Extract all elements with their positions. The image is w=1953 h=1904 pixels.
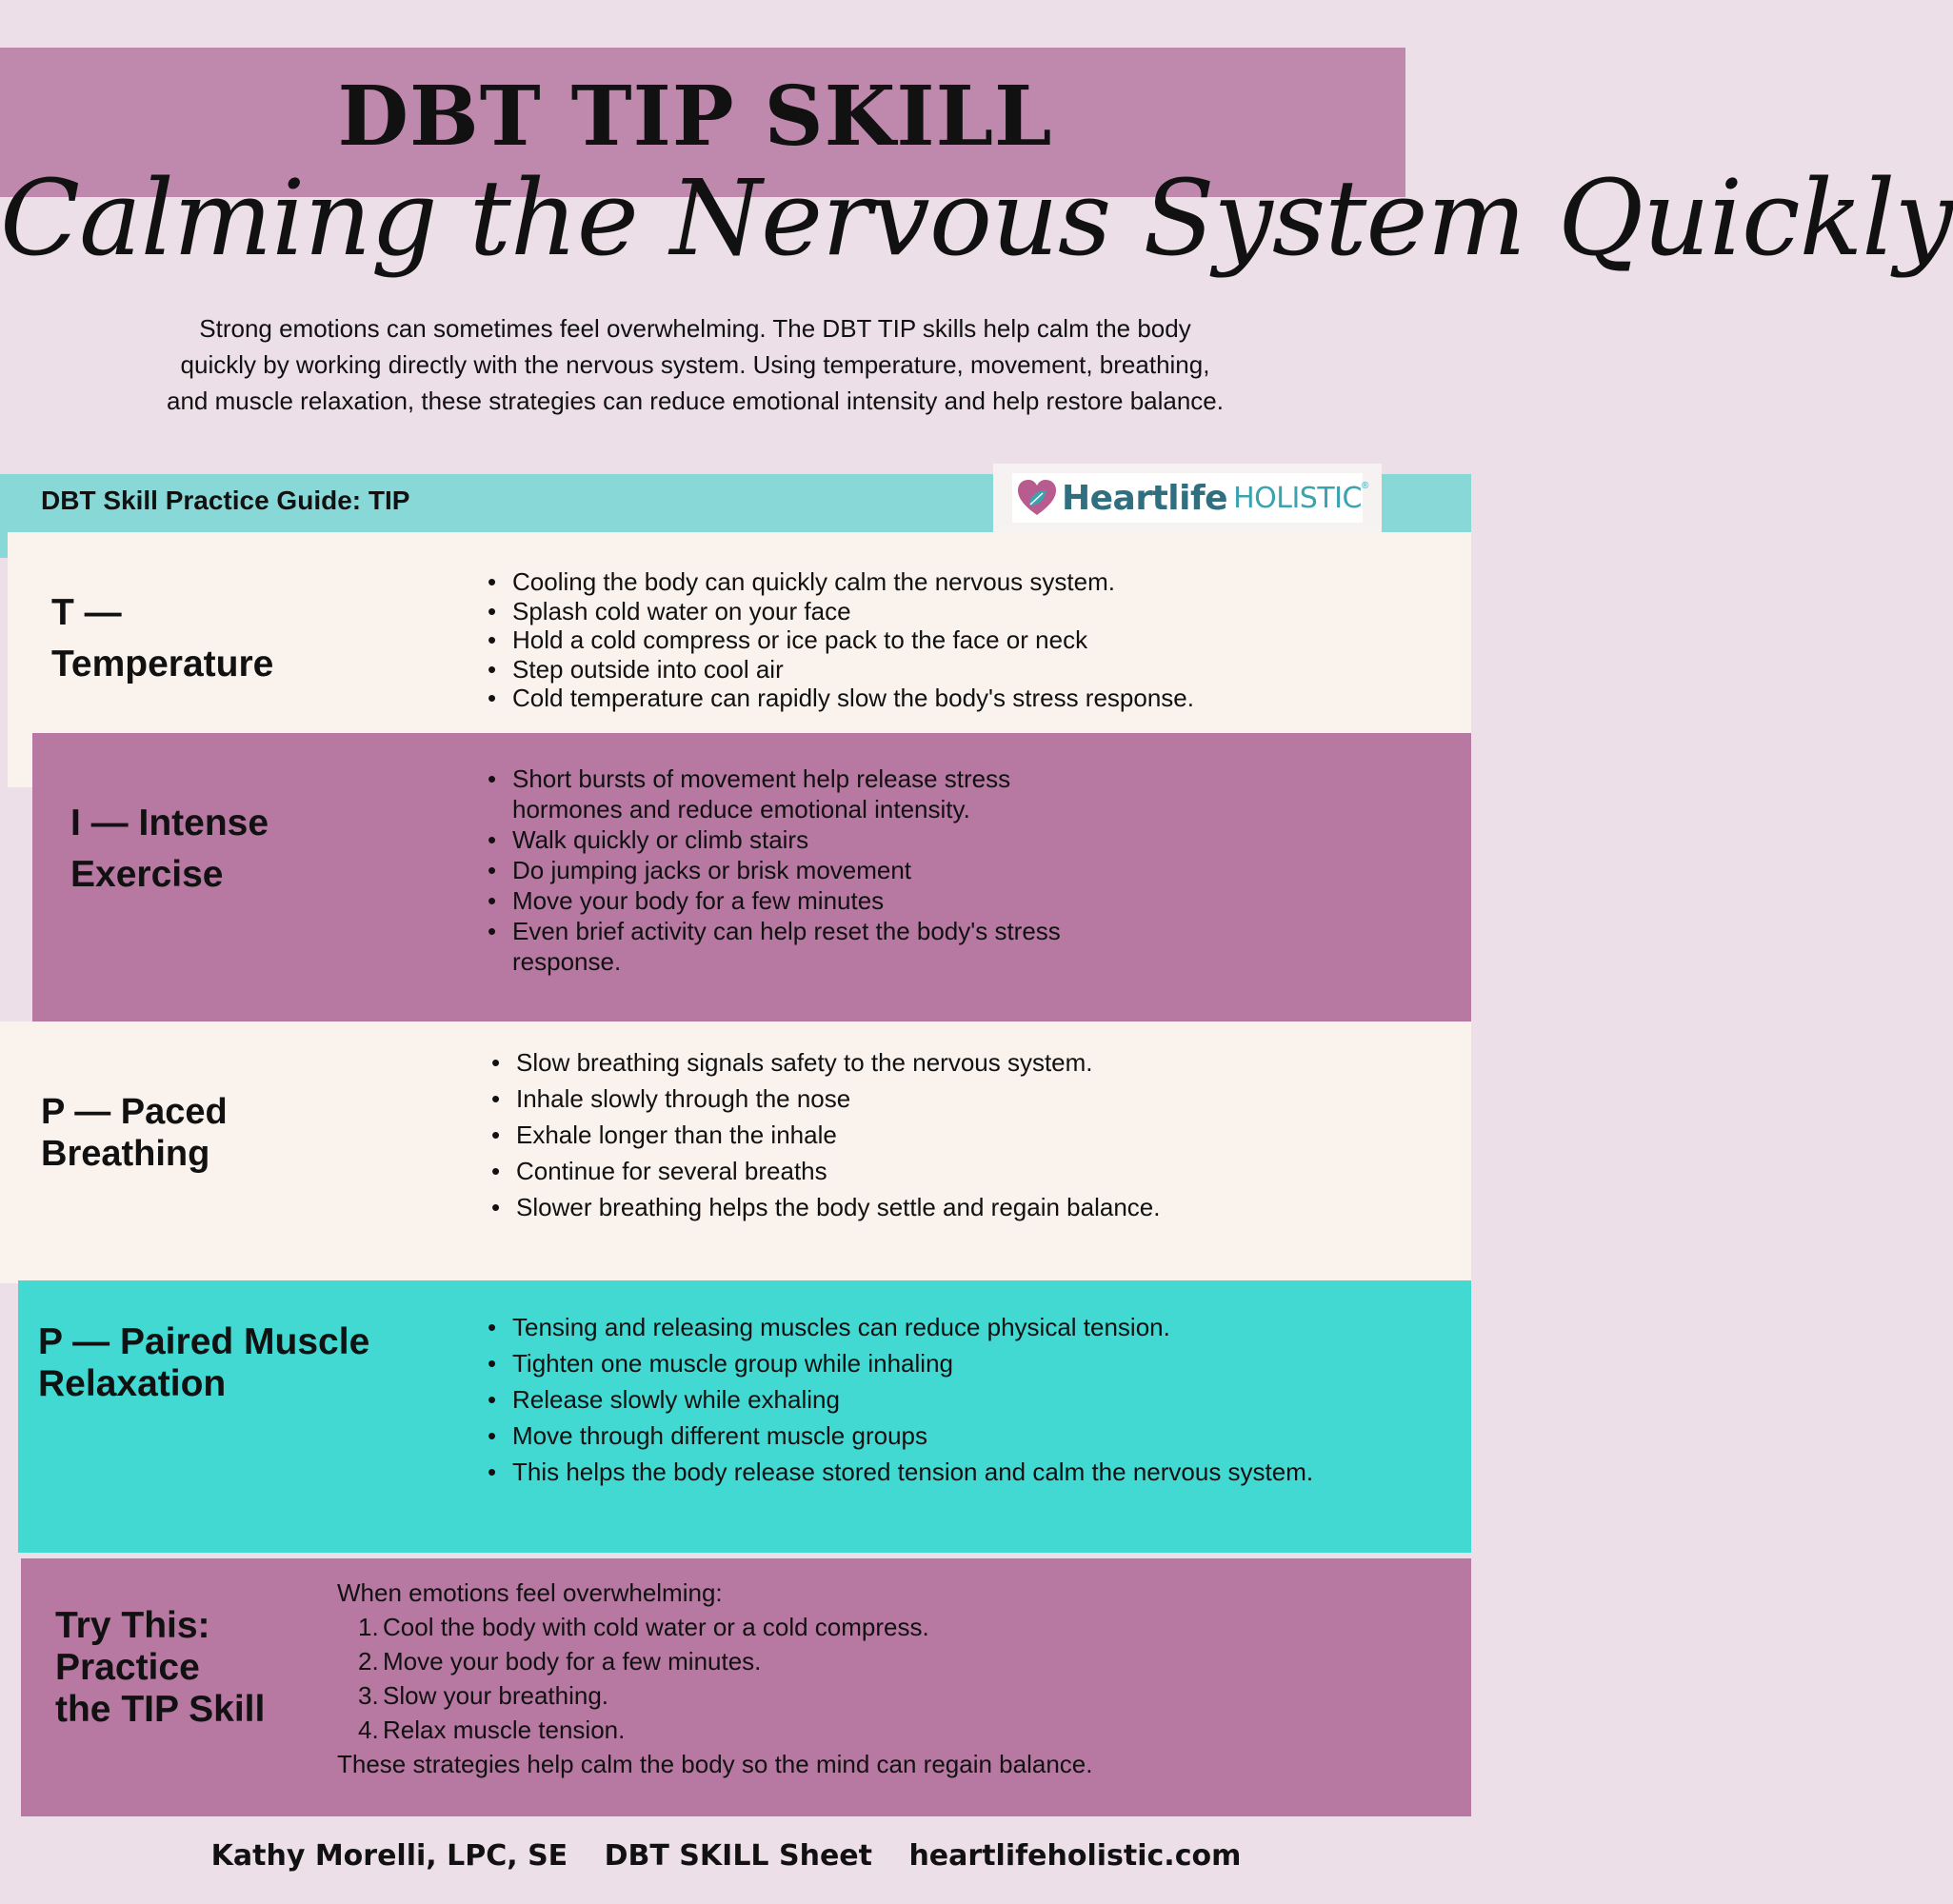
intro-paragraph bbox=[114, 310, 1276, 419]
step-text: Relax muscle tension. bbox=[383, 1716, 626, 1744]
list-item: • Walk quickly or climb stairs bbox=[484, 824, 1074, 855]
list-item: • Slower breathing helps the body settle and regain balance. bbox=[488, 1189, 1440, 1225]
list-item: • Even brief activity can help reset the body's stress response. bbox=[484, 916, 1074, 977]
step-number: 2. bbox=[358, 1647, 379, 1676]
list-item: • Move your body for a few minutes bbox=[484, 885, 1074, 916]
temperature-label bbox=[51, 587, 337, 690]
list-item bbox=[352, 1713, 929, 1747]
list-item: • This helps the body release stored tension and calm the nervous system. bbox=[484, 1454, 1465, 1490]
label-line: I — Intense bbox=[70, 803, 269, 843]
intro-line: Strong emotions can sometimes feel overwhelming. The DBT TIP skills help calm the body bbox=[199, 314, 1191, 343]
list-item: • Step outside into cool air bbox=[484, 655, 1436, 684]
list-item: • Tighten one muscle group while inhaling bbox=[484, 1345, 1465, 1381]
logo-name: Heartlife bbox=[1062, 478, 1228, 518]
logo-plate bbox=[1012, 473, 1369, 523]
try-this-label bbox=[55, 1605, 322, 1731]
footer bbox=[0, 1839, 1452, 1873]
list-item: • Slow breathing signals safety to the nervous system. bbox=[488, 1044, 1440, 1081]
logo-registered-mark: ® bbox=[1361, 481, 1369, 491]
heart-leaf-icon bbox=[1016, 479, 1058, 517]
list-item: • Cooling the body can quickly calm the nervous system. bbox=[484, 567, 1436, 597]
label-line: Breathing bbox=[41, 1134, 210, 1174]
intro-line: quickly by working directly with the nervous system. Using temperature, movement, breathing, bbox=[180, 350, 1210, 379]
step-number: 4. bbox=[358, 1716, 379, 1744]
list-item: • Hold a cold compress or ice pack to the face or neck bbox=[484, 625, 1436, 655]
footer-website[interactable]: heartlifeholistic.com bbox=[908, 1839, 1242, 1873]
exercise-bullets bbox=[484, 764, 1074, 977]
list-item: • Inhale slowly through the nose bbox=[488, 1081, 1440, 1117]
try-this-steps bbox=[352, 1610, 929, 1747]
label-line: Exercise bbox=[70, 854, 224, 895]
label-line: Temperature bbox=[51, 644, 274, 684]
label-line: Practice bbox=[55, 1647, 200, 1688]
breathing-label bbox=[41, 1091, 384, 1175]
muscle-relaxation-label bbox=[38, 1321, 438, 1405]
step-text: Slow your breathing. bbox=[383, 1681, 609, 1710]
page-title: DBT TIP SKILL bbox=[337, 69, 1053, 165]
list-item: • Short bursts of movement help release stress hormones and reduce emotional intensity. bbox=[484, 764, 1074, 824]
page-subtitle: Calming the Nervous System Quickly bbox=[0, 157, 1953, 279]
list-item: • Cold temperature can rapidly slow the body's stress response. bbox=[484, 684, 1436, 713]
try-this-closing: These strategies help calm the body so the mind can regain balance. bbox=[337, 1750, 1093, 1778]
intro-line: and muscle relaxation, these strategies can reduce emotional intensity and help restore balance. bbox=[167, 387, 1224, 415]
label-line: P — Paired Muscle bbox=[38, 1321, 370, 1362]
breathing-bullets bbox=[488, 1044, 1440, 1225]
label-line: Try This: bbox=[55, 1605, 210, 1646]
label-line: the TIP Skill bbox=[55, 1689, 266, 1730]
footer-author: Kathy Morelli, LPC, SE bbox=[210, 1839, 568, 1873]
step-number: 1. bbox=[358, 1613, 379, 1641]
label-line: Relaxation bbox=[38, 1363, 227, 1404]
list-item: • Exhale longer than the inhale bbox=[488, 1117, 1440, 1153]
logo-suffix: HOLISTIC bbox=[1233, 481, 1362, 515]
list-item: • Move through different muscle groups bbox=[484, 1418, 1465, 1454]
guide-title: DBT Skill Practice Guide: TIP bbox=[41, 486, 410, 515]
try-this-lead: When emotions feel overwhelming: bbox=[337, 1578, 723, 1607]
step-text: Cool the body with cold water or a cold compress. bbox=[383, 1613, 929, 1641]
list-item: • Tensing and releasing muscles can reduce physical tension. bbox=[484, 1309, 1465, 1345]
list-item: • Splash cold water on your face bbox=[484, 597, 1436, 626]
label-line: T — bbox=[51, 592, 122, 633]
list-item: • Continue for several breaths bbox=[488, 1153, 1440, 1189]
step-number: 3. bbox=[358, 1681, 379, 1710]
label-line: P — Paced bbox=[41, 1092, 228, 1132]
brand-logo bbox=[993, 464, 1382, 532]
muscle-relaxation-bullets bbox=[484, 1309, 1465, 1490]
list-item bbox=[352, 1678, 929, 1713]
exercise-label bbox=[70, 798, 375, 901]
temperature-bullets bbox=[484, 567, 1436, 713]
list-item bbox=[352, 1644, 929, 1678]
list-item: • Release slowly while exhaling bbox=[484, 1381, 1465, 1418]
step-text: Move your body for a few minutes. bbox=[383, 1647, 762, 1676]
list-item bbox=[352, 1610, 929, 1644]
list-item: • Do jumping jacks or brisk movement bbox=[484, 855, 1074, 885]
footer-sheet: DBT SKILL Sheet bbox=[604, 1839, 872, 1873]
